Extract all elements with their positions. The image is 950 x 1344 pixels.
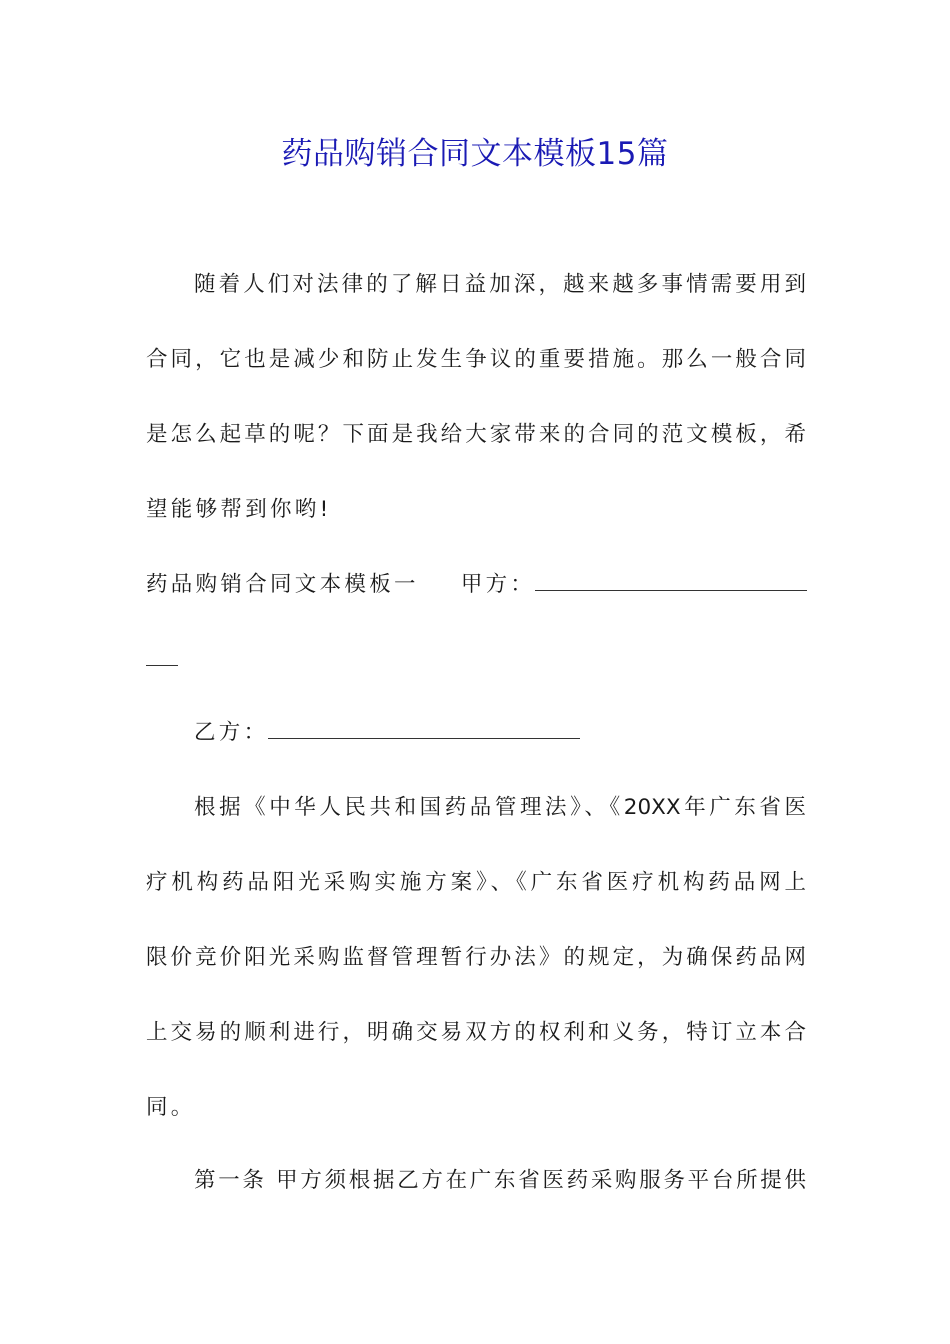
intro-line-4: 望能够帮到你哟! xyxy=(146,497,332,522)
party-a-blank xyxy=(535,572,807,591)
party-b-label: 乙方： xyxy=(194,720,269,745)
basis-line-1: 根据《中华人民共和国药品管理法》、《20XX年广东省医 xyxy=(194,795,806,820)
party-b-row xyxy=(194,718,806,748)
party-a-row xyxy=(146,570,806,600)
party-a-blank-continuation xyxy=(146,645,806,675)
basis-line-2: 疗机构药品阳光采购实施方案》、《广东省医疗机构药品网上 xyxy=(146,870,806,895)
intro-line-2: 合同，它也是减少和防止发生争议的重要措施。那么一般合同 xyxy=(146,347,806,372)
basis-line-4: 上交易的顺利进行，明确交易双方的权利和义务，特订立本合 xyxy=(146,1020,806,1045)
section-heading: 药品购销合同文本模板一 xyxy=(146,572,419,597)
intro-line-1: 随着人们对法律的了解日益加深，越来越多事情需要用到 xyxy=(194,272,806,297)
article-one-line: 第一条 甲方须根据乙方在广东省医药采购服务平台所提供 xyxy=(194,1168,806,1193)
party-a-label: 甲方： xyxy=(460,572,536,597)
basis-line-5: 同。 xyxy=(146,1095,196,1120)
document-title: 药品购销合同文本模板15篇 xyxy=(281,136,669,172)
intro-line-3: 是怎么起草的呢？下面是我给大家带来的合同的范文模板，希 xyxy=(146,422,806,447)
basis-line-3: 限价竞价阳光采购监督管理暂行办法》的规定，为确保药品网 xyxy=(146,945,806,970)
party-b-blank xyxy=(268,720,580,739)
party-a-blank-tail xyxy=(146,647,178,666)
